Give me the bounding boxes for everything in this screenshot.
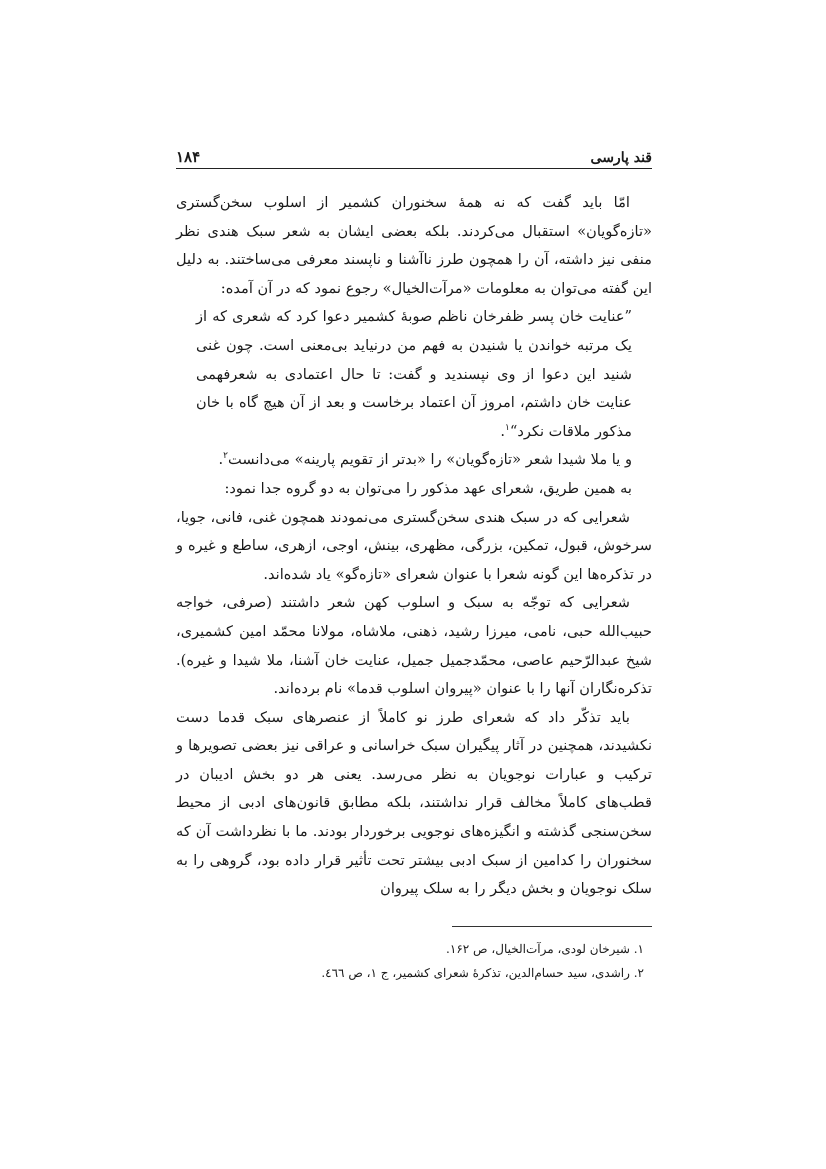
quote-text-2: و یا ملا شیدا شعر «تازه‌گویان» را «بدتر از تقویم پارینه» می‌دانست	[228, 451, 632, 469]
paragraph-intro: امّا باید گفت که نه همهٔ سخنوران کشمیر از اسلوب سخن‌گستری «تازه‌گویان» استقبال می‌کردند. بلکه بعضی ایشان به شعر سبک هندی نظر منفی نیز داشته، آن را همچون طرز ناآشنا و ناپسند معرفی می‌ساختند. به دلیل این گفته می‌توان به معلومات «مرآت‌الخیال» رجوع نمود که در آن آمده:	[176, 194, 652, 297]
book-page	[176, 140, 652, 985]
quote-paragraph-2: و یا ملا شیدا شعر «تازه‌گویان» را «بدتر از تقویم پارینه» می‌دانست$^۲$.	[218, 451, 632, 469]
paragraph-conclusion: باید تذکّر داد که شعرای طرز نو کاملاً از عنصرهای سبک قدما دست نکشیدند، همچنین در آثار پیگیران سبک خراسانی و عراقی نیز بعضی تصویرها و ترکیب و عبارات نوجویان به نظر می‌رسد. یعنی هر دو بخش ادیبان در قطب‌های کاملاً مخالف قرار نداشتند، بلکه مطابق قانون‌های ادبی از محیط سخن‌سنجی گذشته و انگیزه‌های نوجویی برخوردار بودند. ما با نظرداشت آن که سخنوران را کدامین از سبک ادبی بیشتر تحت تأثیر قرار داده بود، گروهی را به سلک نوجویان و بخش دیگر را به سلک پیروان	[176, 708, 652, 898]
page-number: ۱۸۴	[176, 148, 201, 166]
footnotes	[176, 937, 652, 985]
footnote-1: ۱. شیرخان لودی، مرآت‌الخیال، ص ۱۶۲.	[446, 941, 644, 956]
footnote-2: ۲. راشدی، سید حسام‌الدین، تذکرهٔ شعرای کشمیر، ج ۱، ص ٤٦٦.	[321, 965, 644, 980]
quote-paragraph-1: ”عنایت خان پسر ظفرخان ناظم صوبهٔ کشمیر دعوا کرد که شعری که از یک مرتبه خواندن یا شنیدن به فهم من درنیاید بی‌معنی است. چون غنی شنید این دعوا از وی نپسندید و گفت: تا حال اعتمادی به شعرفهمی عنایت خان داشتم، امروز آن اعتماد برخاست و بعد از آن هیچ گاه با خان مذکور ملاقات نکرد“$^۱$.	[196, 308, 632, 440]
paragraph-group-one: شعرایی که در سبک هندی سخن‌گستری می‌نمودند همچون غنی، فانی، جویا، سرخوش، قبول، تمکین، بزرگی، مظهری، بینش، اوجی، ازهری، ساطع و غیره و در تذکره‌ها این گونه شعرا با عنوان شعرای «تازه‌گو» یاد شده‌اند.	[176, 508, 652, 583]
footnote-divider	[452, 926, 652, 927]
footnote-ref-1: ۱	[505, 422, 510, 433]
paragraph-group-two: شعرایی که توجّه به سبک و اسلوب کهن شعر داشتند (صرفی، خواجه حبیب‌الله حبی، نامی، میرزا رشید، ذهنی، ملاشاه، مولانا محمّد امین کشمیری، شیخ عبدالرّحیم عاصی، محمّدجمیل جمیل، عنایت خان آشنا، ملا شیدا و غیره). تذکره‌نگاران آنها را با عنوان «پیروان اسلوب قدما» نام برده‌اند.	[176, 594, 652, 698]
running-title: قند پارسی	[590, 150, 652, 166]
footnote-ref-2: ۲	[223, 451, 228, 462]
running-header	[176, 140, 652, 169]
main-text	[176, 189, 652, 904]
paragraph-groups-intro: به همین طریق، شعرای عهد مذکور را می‌توان به دو گروه جدا نمود:	[224, 479, 632, 497]
block-quote	[196, 303, 632, 503]
quote-text-1: ”عنایت خان پسر ظفرخان ناظم صوبهٔ کشمیر دعوا کرد که شعری که از یک مرتبه خواندن یا شنیدن به فهم من درنیاید بی‌معنی است. چون غنی شنید این دعوا از وی نپسندید و گفت: تا حال اعتمادی به شعرفهمی عنایت خان داشتم، امروز آن اعتماد برخاست و بعد از آن هیچ گاه با خان مذکور ملاقات نکرد“	[196, 308, 632, 440]
